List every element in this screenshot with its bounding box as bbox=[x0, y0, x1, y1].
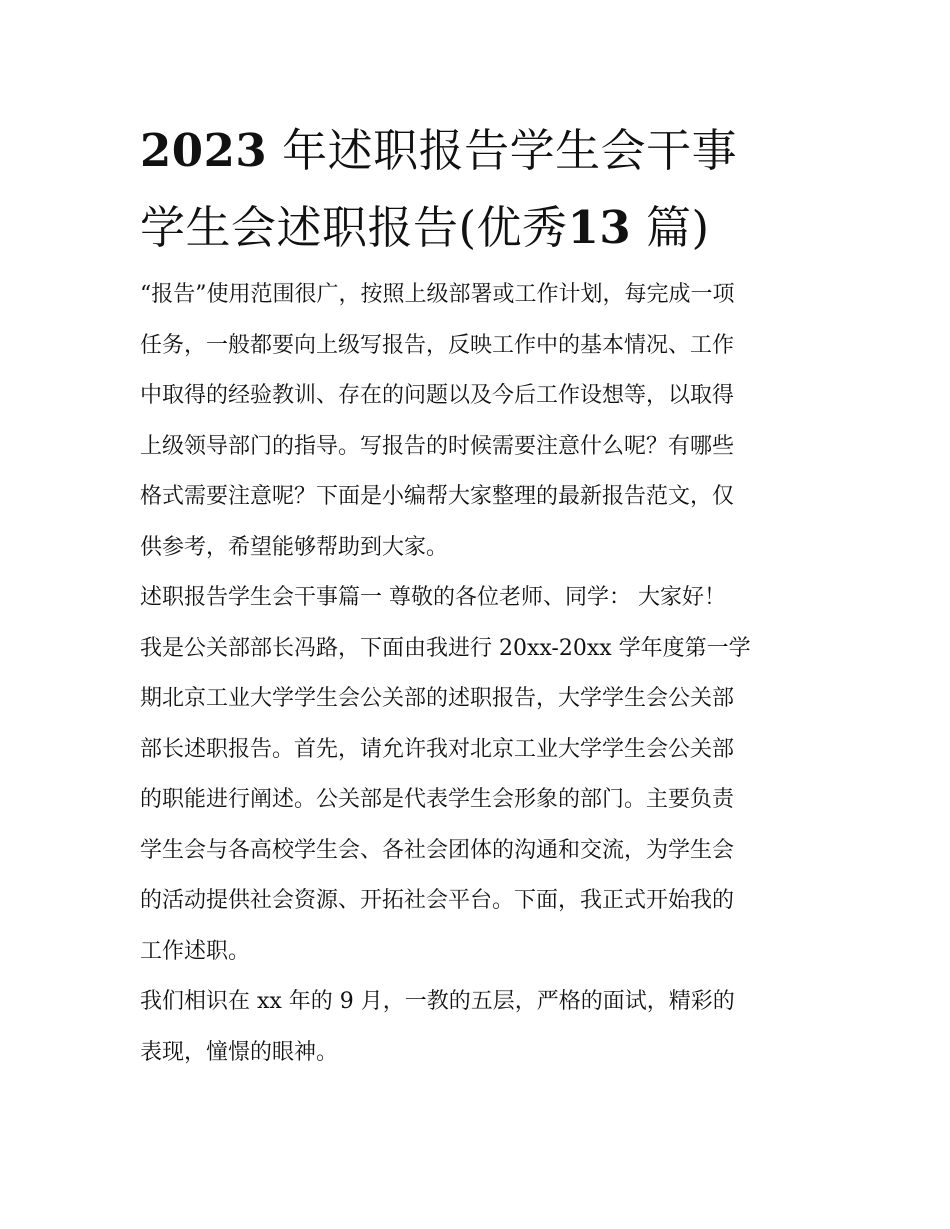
paragraph-line: “报告”使用范围很广，按照上级部署或工作计划，每完成一项 bbox=[140, 282, 735, 307]
section-heading-paragraph bbox=[140, 573, 815, 624]
paragraph-line: 供参考，希望能够帮助到大家。 bbox=[140, 534, 449, 560]
paragraph-line: 我是公关部部长冯路，下面由我进行 20xx-20xx 学年度第一学 bbox=[140, 635, 751, 661]
title-line-1 bbox=[140, 112, 815, 189]
paragraph-line: 的活动提供社会资源、开拓社会平台。下面，我正式开始我的 bbox=[140, 888, 735, 913]
closing-paragraph bbox=[140, 977, 815, 1078]
paragraph-line: 的职能进行阐述。公关部是代表学生会形象的部门。主要负责 bbox=[140, 787, 735, 812]
document-body bbox=[140, 112, 815, 1078]
paragraph-line: 表现，憧憬的眼神。 bbox=[140, 1039, 339, 1065]
paragraph-line: 上级领导部门的指导。写报告的时候需要注意什么呢？有哪些 bbox=[140, 433, 735, 459]
title-text-1: 年述职报告学生会干事 bbox=[282, 124, 738, 177]
paragraph-line: 期北京工业大学学生会公关部的述职报告，大学学生会公关部 bbox=[140, 686, 735, 711]
document-title bbox=[140, 112, 815, 266]
paragraph-line: 格式需要注意呢？下面是小编帮大家整理的最新报告范文，仅 bbox=[140, 484, 735, 509]
paragraph-line: 任务，一般都要向上级写报告，反映工作中的基本情况、工作 bbox=[140, 332, 735, 358]
paragraph-line: 部长述职报告。首先，请允许我对北京工业大学学生会公关部 bbox=[140, 736, 735, 762]
title-text-2: 学生会述职报告(优秀 bbox=[140, 201, 568, 254]
paragraph-line: 中取得的经验教训、存在的问题以及今后工作设想等，以取得 bbox=[140, 383, 735, 408]
paragraph-line: 工作述职。 bbox=[140, 938, 251, 964]
report-paragraph bbox=[140, 624, 815, 978]
title-year: 2023 bbox=[140, 124, 268, 177]
intro-paragraph bbox=[140, 270, 815, 573]
paragraph-line: 学生会与各高校学生会、各社会团体的沟通和交流，为学生会 bbox=[140, 837, 735, 863]
title-count: 13 bbox=[567, 201, 632, 254]
paragraph-line: 我们相识在 xx 年的 9 月，一教的五层，严格的面试，精彩的 bbox=[140, 989, 735, 1014]
paragraph-line: 述职报告学生会干事篇一 尊敬的各位老师、同学： 大家好！ bbox=[140, 585, 726, 610]
title-line-2 bbox=[140, 189, 815, 266]
title-text-3: 篇) bbox=[646, 201, 710, 254]
